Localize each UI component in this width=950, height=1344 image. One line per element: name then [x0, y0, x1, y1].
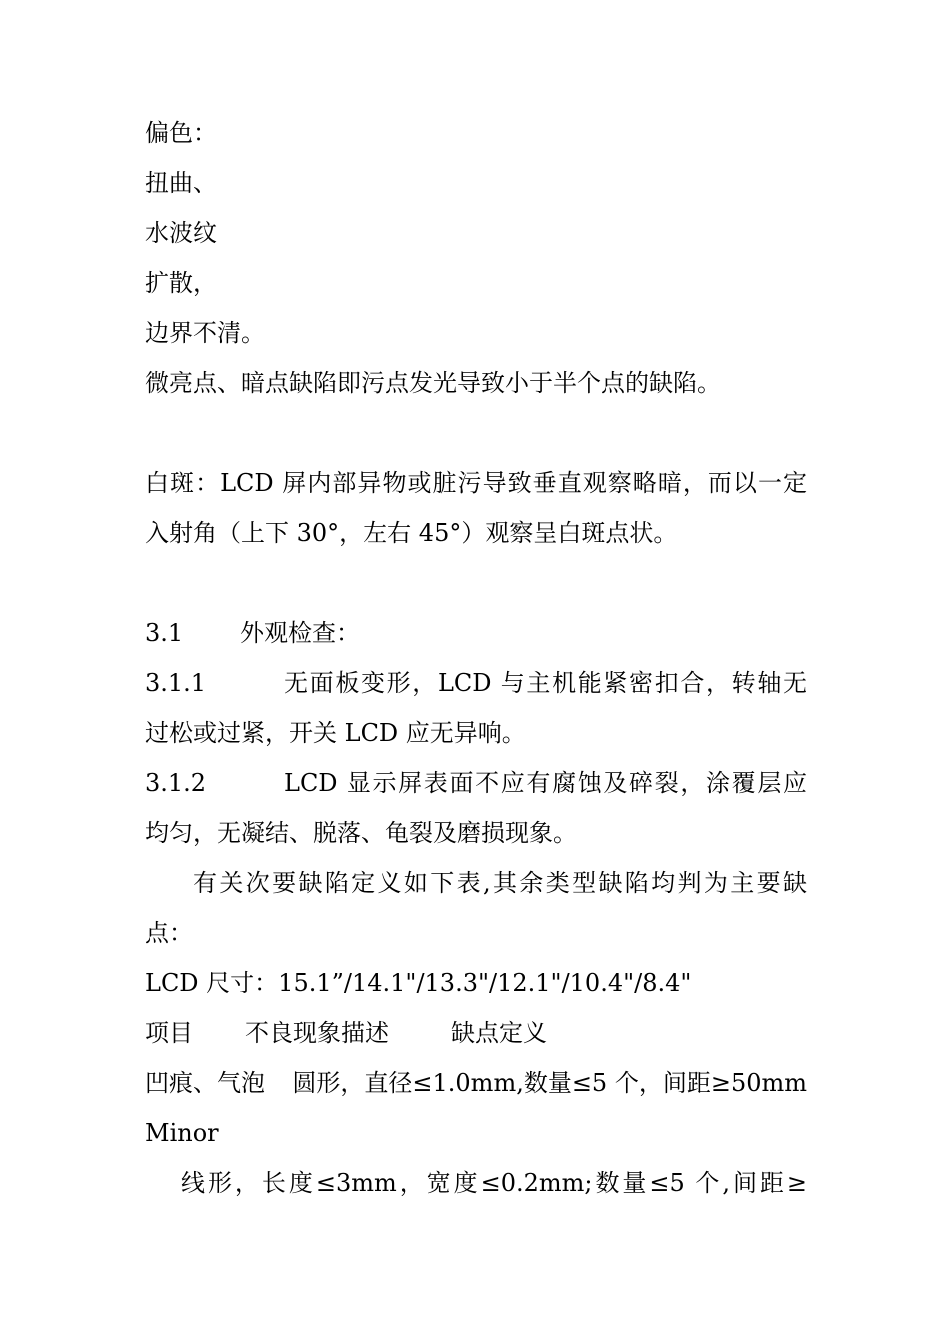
header-defect-definition: 缺点定义 — [451, 1019, 547, 1047]
item-text: LCD 显示屏表面不应有腐蚀及碎裂，涂覆层应 — [284, 769, 807, 797]
text-line-diffusion: 扩散， — [145, 269, 217, 297]
text-line-water-ripple: 水波纹 — [145, 219, 217, 247]
note-line-1: 有关次要缺陷定义如下表,其余类型缺陷均判为主要缺 — [193, 869, 807, 897]
header-description: 不良现象描述 — [245, 1019, 389, 1047]
row-description: 圆形，直径≤1.0mm,数量≤5 个，间距≥50mm — [292, 1069, 807, 1097]
item-3-1-2-line-1 — [145, 758, 807, 808]
document-body — [145, 108, 807, 1208]
row-grade: Minor — [145, 1119, 219, 1147]
table-row-dent-bubble — [145, 1058, 807, 1108]
blank-line — [145, 408, 807, 458]
table-row-linear-description: 线形，长度≤3mm，宽度≤0.2mm;数量≤5 个,间距≥ — [181, 1169, 807, 1197]
header-item: 项目 — [145, 1019, 193, 1047]
section-number: 3.1 — [145, 619, 184, 647]
blank-line — [145, 558, 807, 608]
text-line-bright-dark-dot: 微亮点、暗点缺陷即污点发光导致小于半个点的缺陷。 — [145, 369, 721, 397]
item-number: 3.1.2 — [145, 769, 207, 797]
text-line-distortion: 扭曲、 — [145, 169, 217, 197]
item-3-1-1-line-1 — [145, 658, 807, 708]
white-spot-paragraph-line-2: 入射角（上下 30°，左右 45°）观察呈白斑点状。 — [145, 519, 678, 547]
item-3-1-2-line-2: 均匀，无凝结、脱落、龟裂及磨损现象。 — [145, 819, 577, 847]
lcd-size-line: LCD 尺寸：15.1”/14.1"/13.3"/12.1"/10.4"/8.4" — [145, 969, 692, 997]
row-item: 凹痕、气泡 — [145, 1069, 265, 1097]
text-line-blurred-edge: 边界不清。 — [145, 319, 265, 347]
item-3-1-1-line-2: 过松或过紧，开关 LCD 应无异响。 — [145, 719, 526, 747]
table-header-row — [145, 1008, 807, 1058]
text-line-color-shift: 偏色： — [145, 119, 217, 147]
item-number: 3.1.1 — [145, 669, 207, 697]
white-spot-paragraph-line-1: 白斑：LCD 屏内部异物或脏污导致垂直观察略暗，而以一定 — [145, 469, 807, 497]
item-text: 无面板变形，LCD 与主机能紧密扣合，转轴无 — [284, 669, 807, 697]
section-title: 外观检查： — [240, 619, 360, 647]
section-heading-3-1 — [145, 608, 807, 658]
note-line-2: 点： — [145, 919, 193, 947]
